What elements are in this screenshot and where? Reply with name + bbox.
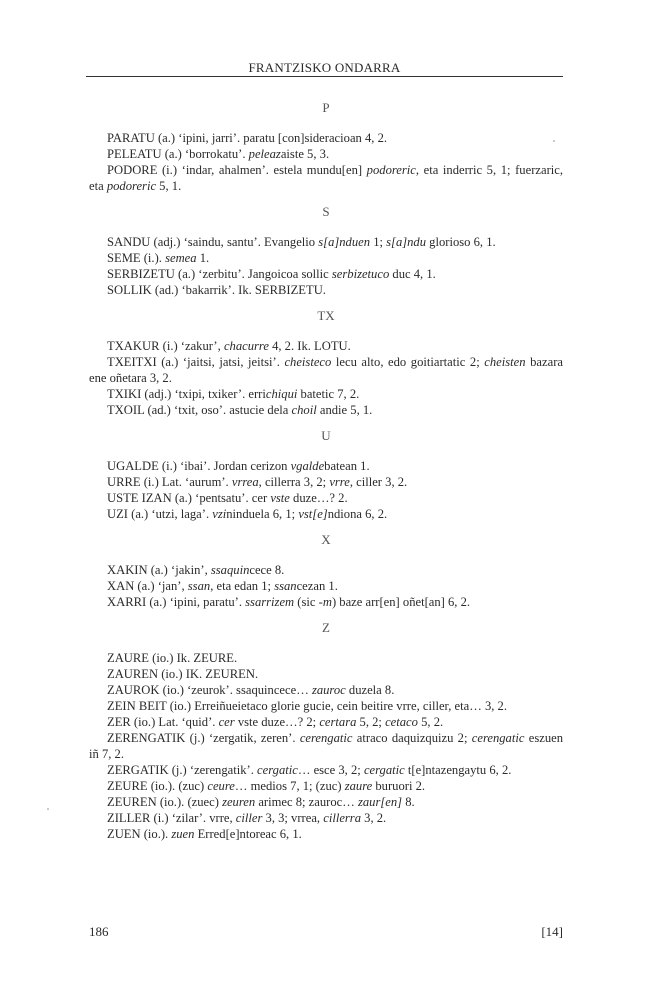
entry-text: PELEATU (a.) ‘borrokatu’. (107, 147, 249, 161)
entry-text: duzela 8. (345, 683, 395, 697)
entry-text: TXIKI (adj.) ‘txipi, txiker’. erri (107, 387, 266, 401)
dictionary-entry (89, 578, 563, 594)
italic-citation: cillerra (323, 811, 362, 825)
letter-section (89, 308, 563, 418)
entry-text: andie 5, 1. (316, 403, 373, 417)
entry-text: TXOIL (ad.) ‘txit, oso’. astucie dela (107, 403, 292, 417)
entry-text: TXEITXI (a.) ‘jaitsi, jatsi, jeitsi’. (107, 355, 285, 369)
entry-text: ninduela 6, 1; (226, 507, 299, 521)
entry-text: TXAKUR (i.) ‘zakur’, (107, 339, 224, 353)
italic-citation: semea (165, 251, 197, 265)
entry-text: buruori 2. (372, 779, 426, 793)
dictionary-entry (89, 698, 563, 714)
dictionary-body (89, 90, 563, 850)
dictionary-entry (89, 794, 563, 810)
italic-citation: vrre (329, 475, 350, 489)
entry-text: vste duze…? 2; (234, 715, 320, 729)
dictionary-entry (89, 282, 563, 298)
entry-text: 5, 1. (156, 179, 182, 193)
entry-text: ndiona 6, 2. (327, 507, 388, 521)
dictionary-entry (89, 826, 563, 842)
dictionary-entry (89, 762, 563, 778)
page-number: 186 (89, 924, 109, 939)
entry-text: , cillerra 3, 2; (258, 475, 330, 489)
entry-text: Erred[e]ntoreac 6, 1. (194, 827, 302, 841)
letter-section (89, 428, 563, 522)
italic-citation: chiqui (265, 387, 298, 401)
dictionary-entry (89, 506, 563, 522)
letter-section (89, 532, 563, 610)
italic-citation: ssarrizem (245, 595, 295, 609)
italic-citation: certara (319, 715, 357, 729)
italic-citation: choil (291, 403, 317, 417)
entry-text: bazara ene oñetara 3, 2. (89, 355, 563, 385)
italic-citation: zeuren (222, 795, 256, 809)
italic-citation: ssan (187, 579, 211, 593)
entry-text: , eta edan 1; (210, 579, 275, 593)
entry-text: ZER (io.) Lat. ‘quid’. (107, 715, 219, 729)
entry-text: 5, 2. (417, 715, 444, 729)
entry-text: , ciller 3, 2. (349, 475, 408, 489)
entry-text: ZAURE (io.) Ik. ZEURE. (107, 651, 238, 665)
entry-text: , eta inderric 5, 1; fuerzaric, eta (89, 163, 563, 193)
entry-text: SERBIZETU (a.) ‘zerbitu’. Jangoicoa sollic (107, 267, 332, 281)
scan-speck (47, 808, 49, 810)
dictionary-entry (89, 354, 563, 386)
entry-text: aiste 5, 3. (280, 147, 330, 161)
dictionary-entry (89, 474, 563, 490)
entry-text: 5, 2; (356, 715, 386, 729)
entry-text: 4, 2. Ik. LOTU. (268, 339, 351, 353)
letter-section (89, 620, 563, 842)
dictionary-entry (89, 810, 563, 826)
entry-text: ZAUROK (io.) ‘zeurok’. ssaquincece… (107, 683, 312, 697)
entry-text: 8. (402, 795, 415, 809)
italic-citation: zauroc (311, 683, 346, 697)
section-letter-heading: Z (322, 620, 330, 635)
dictionary-entry (89, 682, 563, 698)
italic-citation: cergatic (363, 763, 405, 777)
entry-text: t[e]ntazengaytu 6, 2. (404, 763, 512, 777)
letter-section (89, 100, 563, 194)
entry-text: XAN (a.) ‘jan’, (107, 579, 188, 593)
entry-text: UGALDE (i.) ‘ibai’. Jordan cerizon (107, 459, 291, 473)
italic-citation: vzi (212, 507, 227, 521)
entry-text: ) baze arr[en] oñet[an] 6, 2. (331, 595, 471, 609)
italic-citation: vrrea (231, 475, 259, 489)
italic-citation: cer (218, 715, 235, 729)
entry-text: lecu alto, edo goitiartatic 2; (331, 355, 485, 369)
entry-text: 1. (196, 251, 210, 265)
entry-text: ZEURE (io.). (zuc) (107, 779, 208, 793)
entry-text: (sic (294, 595, 319, 609)
entry-text: XAKIN (a.) ‘jakin’, (107, 563, 211, 577)
running-header: FRANTZISKO ONDARRA (248, 60, 401, 75)
section-letter-heading: U (321, 428, 331, 443)
entry-text: XARRI (a.) ‘ipini, paratu’. (107, 595, 246, 609)
entry-text: eszuen iñ 7, 2. (89, 731, 564, 761)
entry-text: ZEUREN (io.). (zuec) (107, 795, 223, 809)
italic-citation: ssan (274, 579, 297, 593)
entry-text: cece 8. (249, 563, 285, 577)
dictionary-entry (89, 266, 563, 282)
dictionary-entry (89, 130, 563, 146)
italic-citation: s[a]ndu (386, 235, 427, 249)
dictionary-entry (89, 338, 563, 354)
dictionary-entry (89, 650, 563, 666)
section-signature: [14] (541, 924, 563, 939)
letter-section (89, 204, 563, 298)
entry-text: … medios 7, 1; (zuc) (234, 779, 345, 793)
entry-text: ZILLER (i.) ‘zilar’. vrre, (107, 811, 236, 825)
section-letter-heading: X (321, 532, 331, 547)
entry-text: … esce 3, 2; (297, 763, 364, 777)
dictionary-entry (89, 778, 563, 794)
italic-citation: ssaquin (210, 563, 250, 577)
entry-text: 3, 3; vrrea, (262, 811, 324, 825)
italic-citation: cheisten (484, 355, 526, 369)
entry-text: ZEIN BEIT (io.) Erreiñueietaco glorie gucie, cein beitire vrre, ciller, eta… 3, 2. (107, 699, 507, 713)
entry-text: duze…? 2. (289, 491, 348, 505)
dictionary-entry (89, 594, 563, 610)
dictionary-entry (89, 162, 563, 194)
entry-text: ZAUREN (io.) IK. ZEUREN. (107, 667, 259, 681)
section-letter-heading: TX (317, 308, 335, 323)
italic-citation: ciller (235, 811, 263, 825)
entry-text: SOLLIK (ad.) ‘bakarrik’. Ik. SERBIZETU. (107, 283, 326, 297)
italic-citation: peleaz (248, 147, 281, 161)
entry-text: SEME (i.). (107, 251, 166, 265)
italic-citation: cergatic (257, 763, 298, 777)
italic-citation: cetaco (385, 715, 418, 729)
entry-text: SANDU (adj.) ‘saindu, santu’. Evangelio (107, 235, 319, 249)
entry-text: ZUEN (io.). (107, 827, 172, 841)
italic-citation: -m (318, 595, 332, 609)
entry-text: ZERGATIK (j.) ‘zerengatik’. (107, 763, 258, 777)
italic-citation: vgalde (290, 459, 325, 473)
dictionary-entry (89, 146, 563, 162)
dictionary-entry (89, 458, 563, 474)
italic-citation: cheisteco (284, 355, 332, 369)
dictionary-entry (89, 386, 563, 402)
italic-citation: zaur[en] (357, 795, 403, 809)
italic-citation: s[a]nduen (318, 235, 371, 249)
section-letter-heading: P (322, 100, 330, 115)
italic-citation: cerengatic (299, 731, 353, 745)
dictionary-entry (89, 490, 563, 506)
dictionary-entry (89, 562, 563, 578)
italic-citation: vste (270, 491, 290, 505)
entry-text: 3, 2. (361, 811, 387, 825)
scan-speck (553, 140, 555, 142)
header-rule (86, 76, 563, 77)
dictionary-entry (89, 714, 563, 730)
italic-citation: cerengatic (471, 731, 525, 745)
entry-text: duc 4, 1. (389, 267, 436, 281)
entry-text: batetic 7, 2. (297, 387, 360, 401)
entry-text: 1; (370, 235, 387, 249)
italic-citation: chacurre (223, 339, 269, 353)
italic-citation: zaure (344, 779, 373, 793)
entry-text: cezan 1. (296, 579, 338, 593)
dictionary-entry (89, 250, 563, 266)
dictionary-entry (89, 666, 563, 682)
entry-text: PARATU (a.) ‘ipini, jarri’. paratu [con]sideracioan 4, 2. (107, 131, 388, 145)
italic-citation: podoreric (366, 163, 416, 177)
italic-citation: ceure (207, 779, 235, 793)
entry-text: glorioso 6, 1. (426, 235, 496, 249)
entry-text: ZERENGATIK (j.) ‘zergatik, zeren’. (107, 731, 300, 745)
italic-citation: vst[e] (298, 507, 328, 521)
italic-citation: serbizetuco (331, 267, 390, 281)
section-letter-heading: S (322, 204, 330, 219)
italic-citation: zuen (171, 827, 195, 841)
entry-text: USTE IZAN (a.) ‘pentsatu’. cer (107, 491, 271, 505)
dictionary-entry (89, 402, 563, 418)
entry-text: PODORE (i.) ‘indar, ahalmen’. estela mundu[en] (107, 163, 367, 177)
entry-text: atraco daquizquizu 2; (352, 731, 472, 745)
italic-citation: podoreric (106, 179, 157, 193)
entry-text: arimec 8; zauroc… (255, 795, 358, 809)
entry-text: batean 1. (324, 459, 370, 473)
dictionary-entry (89, 234, 563, 250)
dictionary-entry (89, 730, 563, 762)
entry-text: UZI (a.) ‘utzi, laga’. (107, 507, 213, 521)
entry-text: URRE (i.) Lat. ‘aurum’. (107, 475, 232, 489)
